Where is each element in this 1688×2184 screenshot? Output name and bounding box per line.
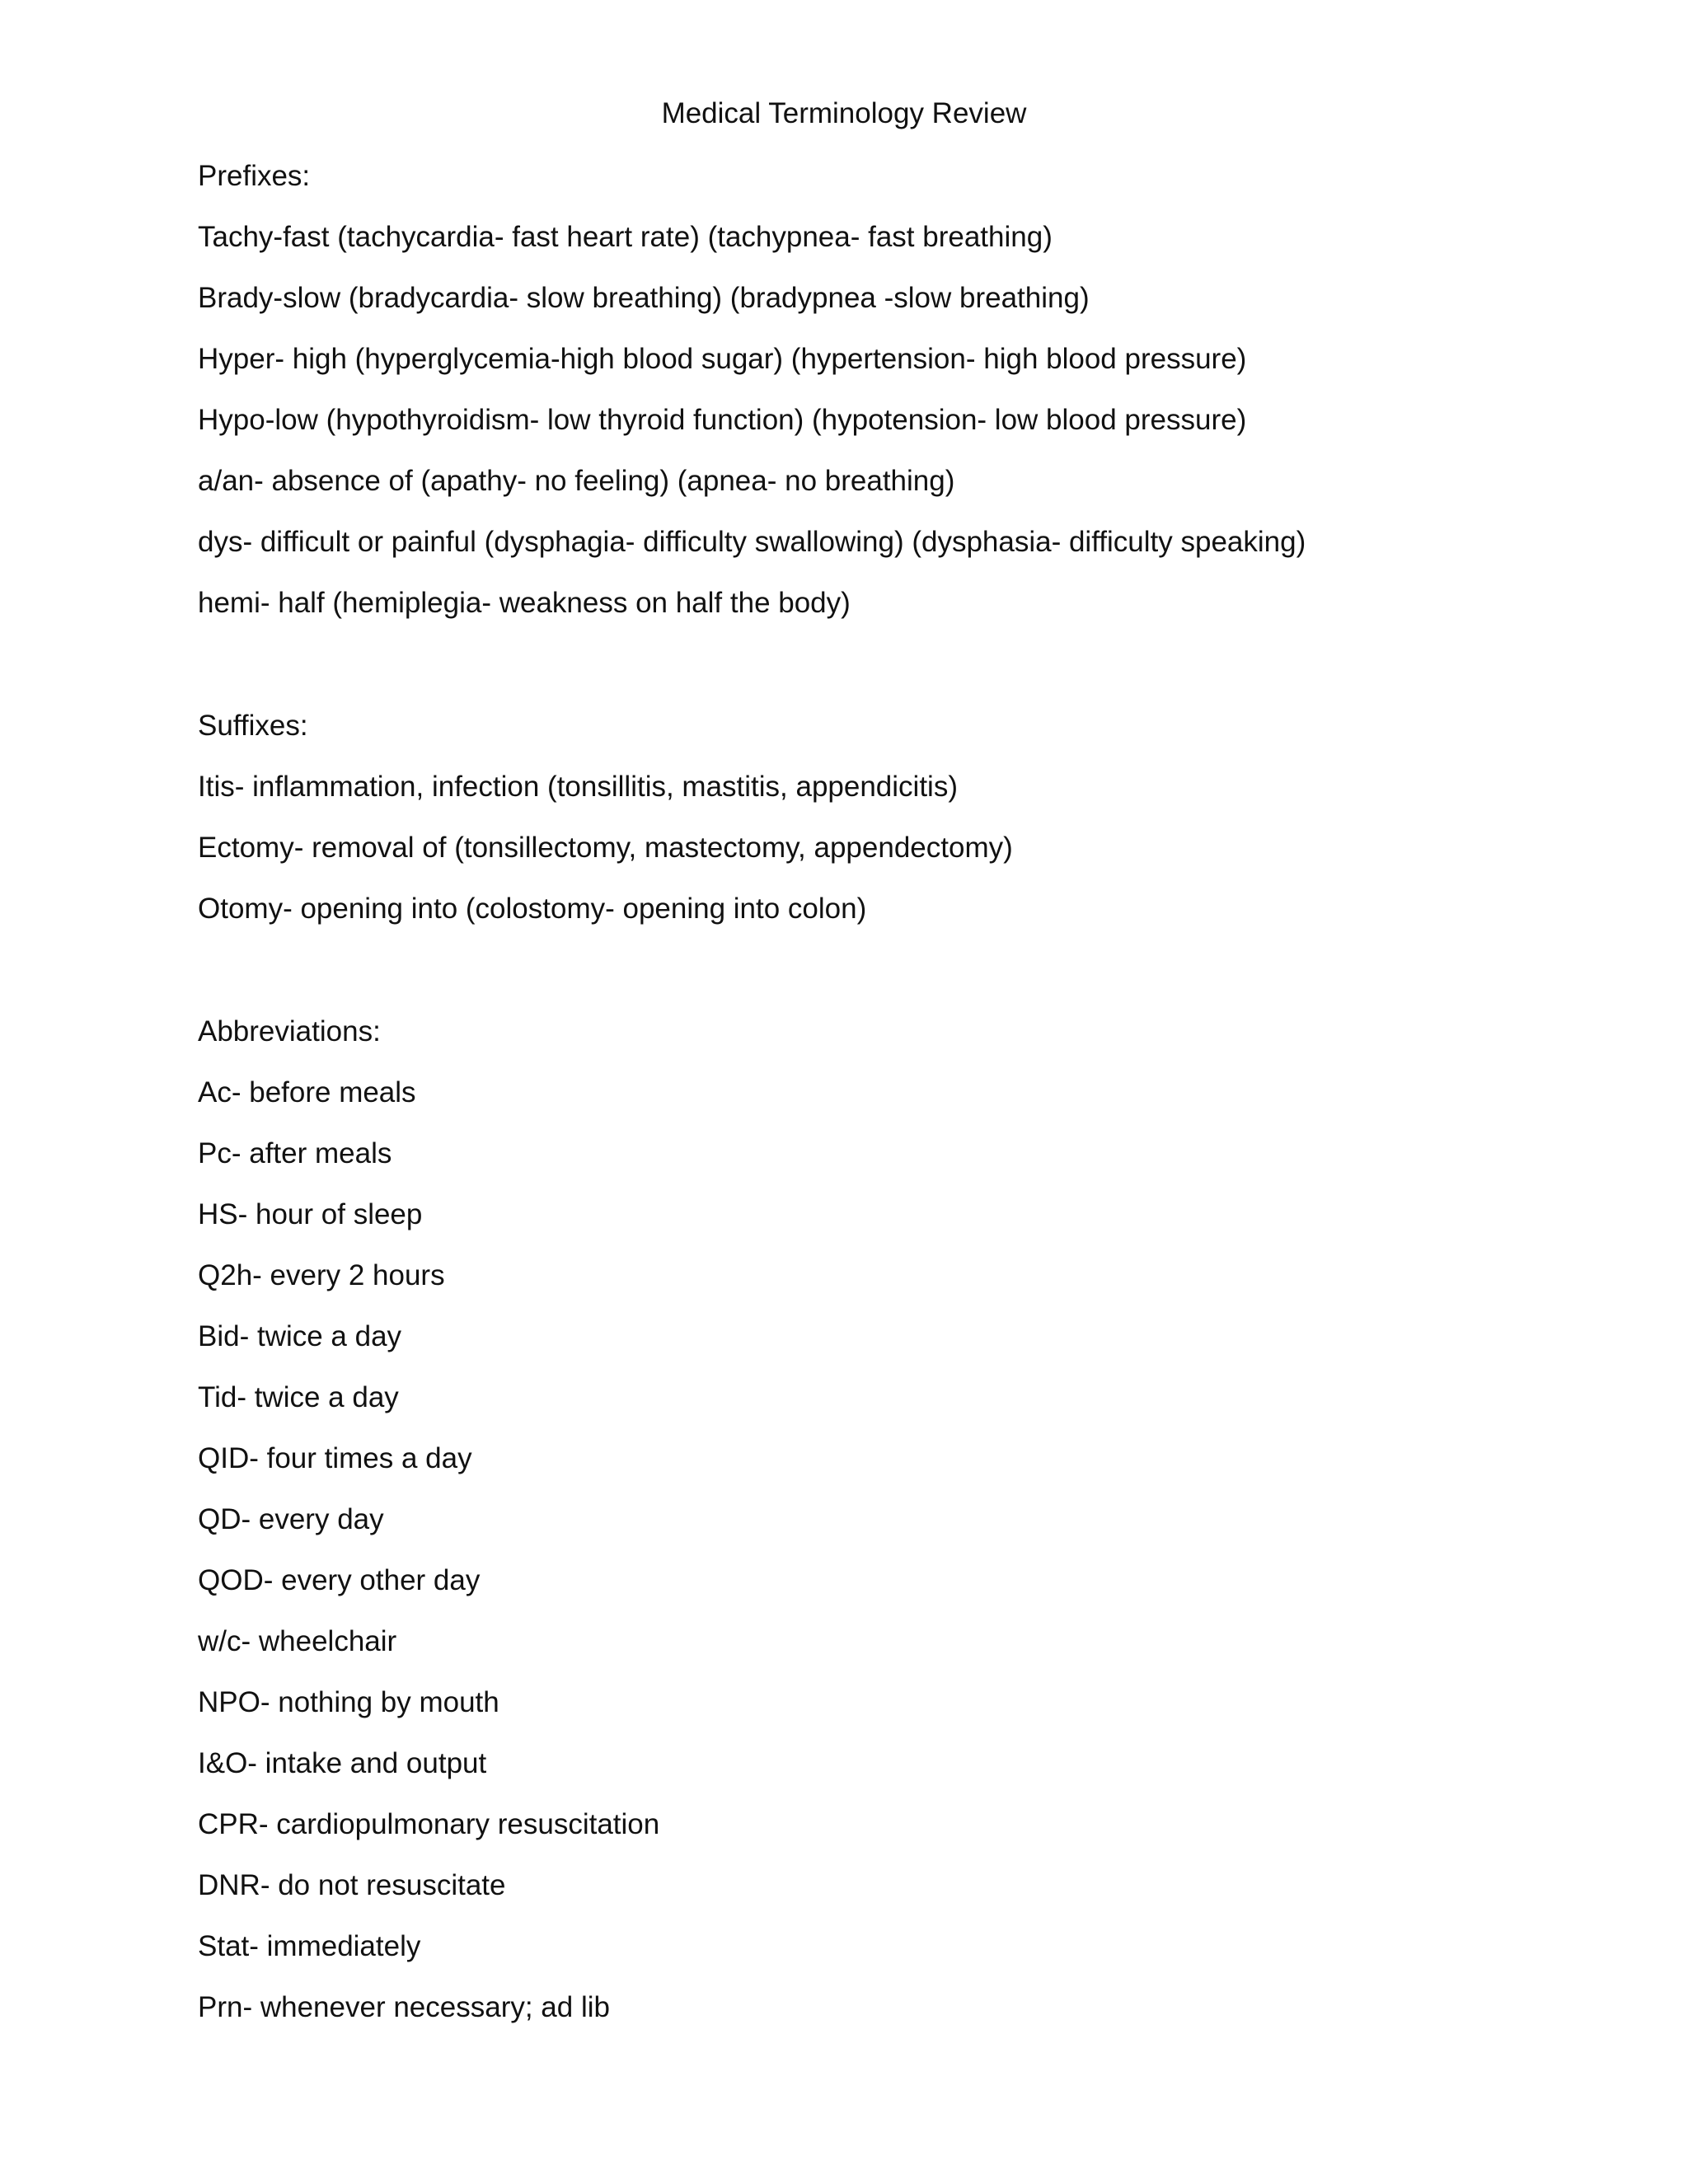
abbreviation-item: QOD- every other day [198, 1564, 481, 1596]
suffixes-heading: Suffixes: [198, 710, 308, 742]
document-title: Medical Terminology Review [661, 97, 1027, 129]
abbreviation-item: I&O- intake and output [198, 1747, 487, 1779]
suffix-item: Otomy- opening into (colostomy- opening into colon) [198, 893, 867, 925]
prefix-item: Hypo-low (hypothyroidism- low thyroid function) (hypotension- low blood pressure) [198, 404, 1247, 436]
abbreviation-item: QID- four times a day [198, 1442, 472, 1474]
prefix-item: dys- difficult or painful (dysphagia- difficulty swallowing) (dysphasia- difficulty speaking) [198, 526, 1306, 558]
abbreviation-item: Tid- twice a day [198, 1381, 399, 1413]
prefix-item: Brady-slow (bradycardia- slow breathing) (bradypnea -slow breathing) [198, 282, 1090, 314]
abbreviation-item: Prn- whenever necessary; ad lib [198, 1991, 610, 2023]
abbreviation-item: DNR- do not resuscitate [198, 1869, 506, 1901]
prefixes-heading: Prefixes: [198, 160, 311, 192]
abbreviation-item: Ac- before meals [198, 1076, 416, 1108]
abbreviation-item: Stat- immediately [198, 1930, 421, 1962]
abbreviation-item: Pc- after meals [198, 1137, 392, 1169]
suffix-item: Itis- inflammation, infection (tonsillitis, mastitis, appendicitis) [198, 771, 958, 803]
abbreviation-item: HS- hour of sleep [198, 1198, 423, 1230]
abbreviation-item: w/c- wheelchair [198, 1625, 397, 1657]
prefix-item: Hyper- high (hyperglycemia-high blood sugar) (hypertension- high blood pressure) [198, 343, 1247, 375]
abbreviation-item: CPR- cardiopulmonary resuscitation [198, 1808, 660, 1840]
abbreviations-heading: Abbreviations: [198, 1015, 381, 1047]
suffix-item: Ectomy- removal of (tonsillectomy, mastectomy, appendectomy) [198, 832, 1013, 864]
abbreviation-item: NPO- nothing by mouth [198, 1686, 499, 1718]
abbreviation-item: Q2h- every 2 hours [198, 1259, 445, 1291]
abbreviation-item: QD- every day [198, 1503, 384, 1535]
prefix-item: hemi- half (hemiplegia- weakness on half the body) [198, 587, 851, 619]
abbreviation-item: Bid- twice a day [198, 1320, 402, 1352]
prefix-item: a/an- absence of (apathy- no feeling) (apnea- no breathing) [198, 465, 955, 497]
prefix-item: Tachy-fast (tachycardia- fast heart rate) (tachypnea- fast breathing) [198, 221, 1053, 253]
